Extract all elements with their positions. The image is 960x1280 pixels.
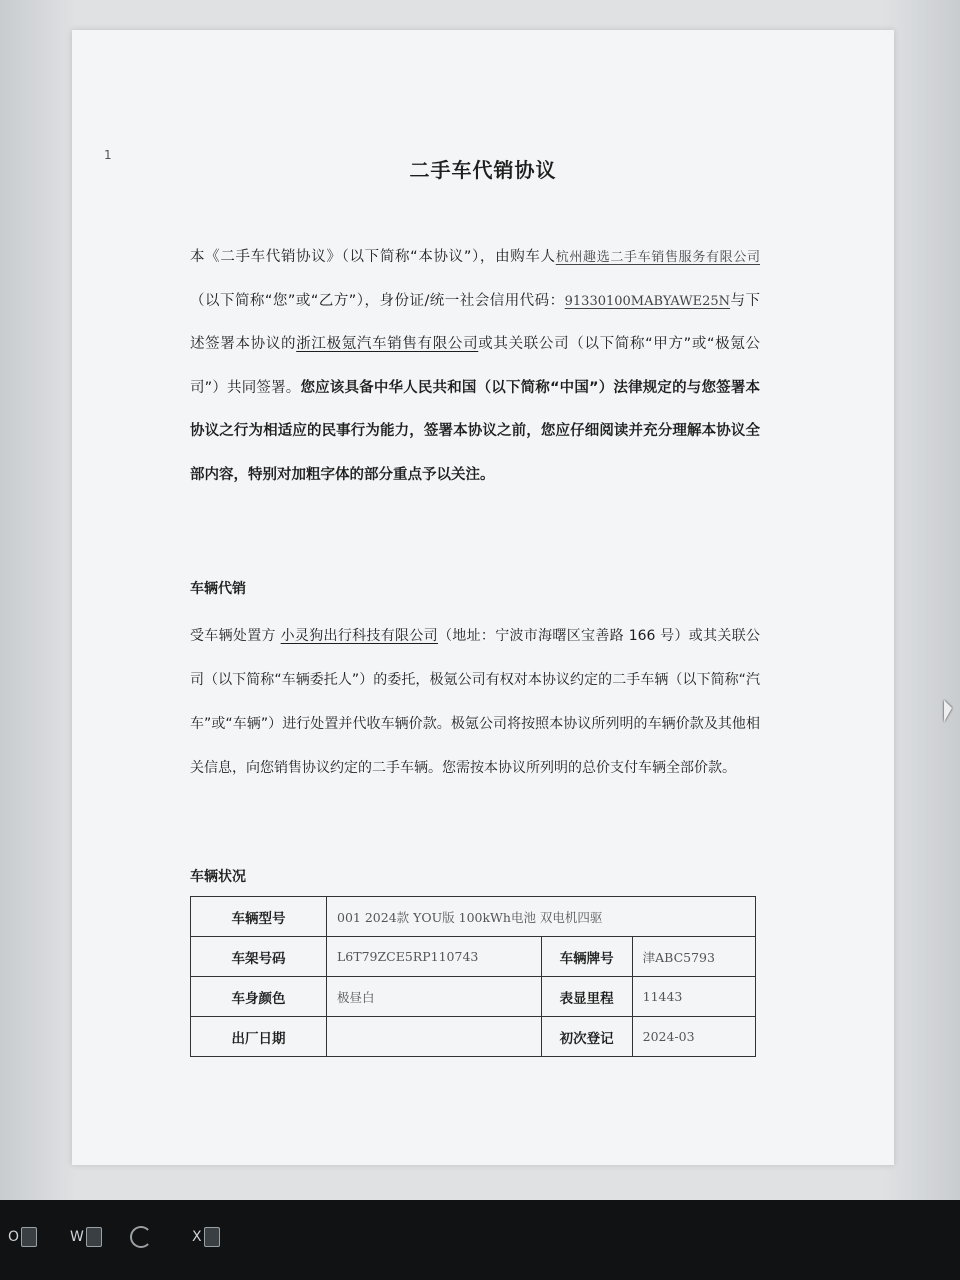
consignment-text-1: 受车辆处置方	[190, 628, 281, 644]
vin-value: L6T79ZCE5RP110743	[327, 937, 542, 977]
color-value: 极昼白	[327, 977, 542, 1017]
mouse-cursor-icon	[944, 700, 952, 722]
refresh-icon	[130, 1226, 152, 1248]
party-a-company: 浙江极氪汽车销售有限公司	[296, 336, 479, 352]
consignment-paragraph	[190, 614, 760, 790]
mileage-value: 11443	[632, 977, 755, 1017]
section-title-vehicle-status: 车辆状况	[190, 869, 246, 885]
section-title-consignment: 车辆代销	[190, 581, 246, 597]
table-row	[191, 977, 756, 1017]
buyer-name-field: 杭州趣选二手车销售服务有限公司	[555, 250, 760, 265]
taskbar-app-word-label: W	[70, 1229, 84, 1245]
vehicle-info-table	[190, 896, 756, 1057]
credit-code-field: 91330100MABYAWE25N	[564, 293, 731, 309]
page-mark: 1	[104, 148, 112, 162]
table-row	[191, 897, 756, 937]
plate-label: 车辆牌号	[541, 937, 632, 977]
taskbar-app-1-label: O	[8, 1229, 20, 1245]
intro-paragraph	[190, 236, 760, 497]
intro-bold-notice: 您应该具备中华人民共和国（以下简称“中国”）法律规定的与您签署本协议之行为相适应的民事行为能力，签署本协议之前，您应仔细阅读并充分理解本协议全部内容，特别对加粗字体的部分重点予以关注。	[190, 379, 760, 483]
document-title: 二手车代销协议	[409, 158, 557, 182]
model-value: 001 2024款 YOU版 100kWh电池 双电机四驱	[327, 897, 756, 937]
intro-text-1: 本《二手车代销协议》（以下简称“本协议”），由购车人	[190, 249, 556, 265]
table-row	[191, 1017, 756, 1057]
first-registration-label: 初次登记	[541, 1017, 632, 1057]
excel-icon	[204, 1227, 220, 1247]
consignment-text-2: （地址：宁波市海曙区宝善路 166 号）或其关联公司（以下简称“车辆委托人”）的委托，极氪公司有权对本协议约定的二手车辆（以下简称“汽车”或“车辆”）进行处置并代收车辆价款。极氪公司将按照本协议所列明的车辆价款及其他相关信息，向您销售协议约定的二手车辆。您需按本协议所列明的总价支付车辆全部价款。	[190, 628, 761, 776]
intro-text-3: 与下述签署本协议的	[190, 292, 761, 352]
plate-value: 津ABC5793	[632, 937, 755, 977]
model-label: 车辆型号	[191, 897, 327, 937]
taskbar-app-excel[interactable]	[192, 1224, 220, 1250]
taskbar-app-1[interactable]	[8, 1224, 37, 1250]
app-icon	[21, 1227, 37, 1247]
document-page	[72, 30, 894, 1165]
taskbar	[0, 1200, 960, 1280]
color-label: 车身颜色	[191, 977, 327, 1017]
table-row	[191, 937, 756, 977]
factory-date-value	[327, 1017, 542, 1057]
taskbar-app-word[interactable]	[70, 1224, 102, 1250]
intro-text-2: （以下简称“您”或“乙方”），身份证/统一社会信用代码：	[190, 292, 565, 309]
factory-date-label: 出厂日期	[191, 1017, 327, 1057]
taskbar-app-3[interactable]	[130, 1224, 152, 1250]
intro-text-4: 或其关联公司（以下简称“甲方”或“极氪公司”）共同签署。	[190, 336, 761, 396]
vin-label: 车架号码	[191, 937, 327, 977]
mileage-label: 表显里程	[541, 977, 632, 1017]
first-registration-value: 2024-03	[632, 1017, 755, 1057]
disposer-company: 小灵狗出行科技有限公司	[280, 628, 438, 644]
taskbar-app-excel-label: X	[192, 1229, 202, 1245]
word-icon	[86, 1227, 102, 1247]
